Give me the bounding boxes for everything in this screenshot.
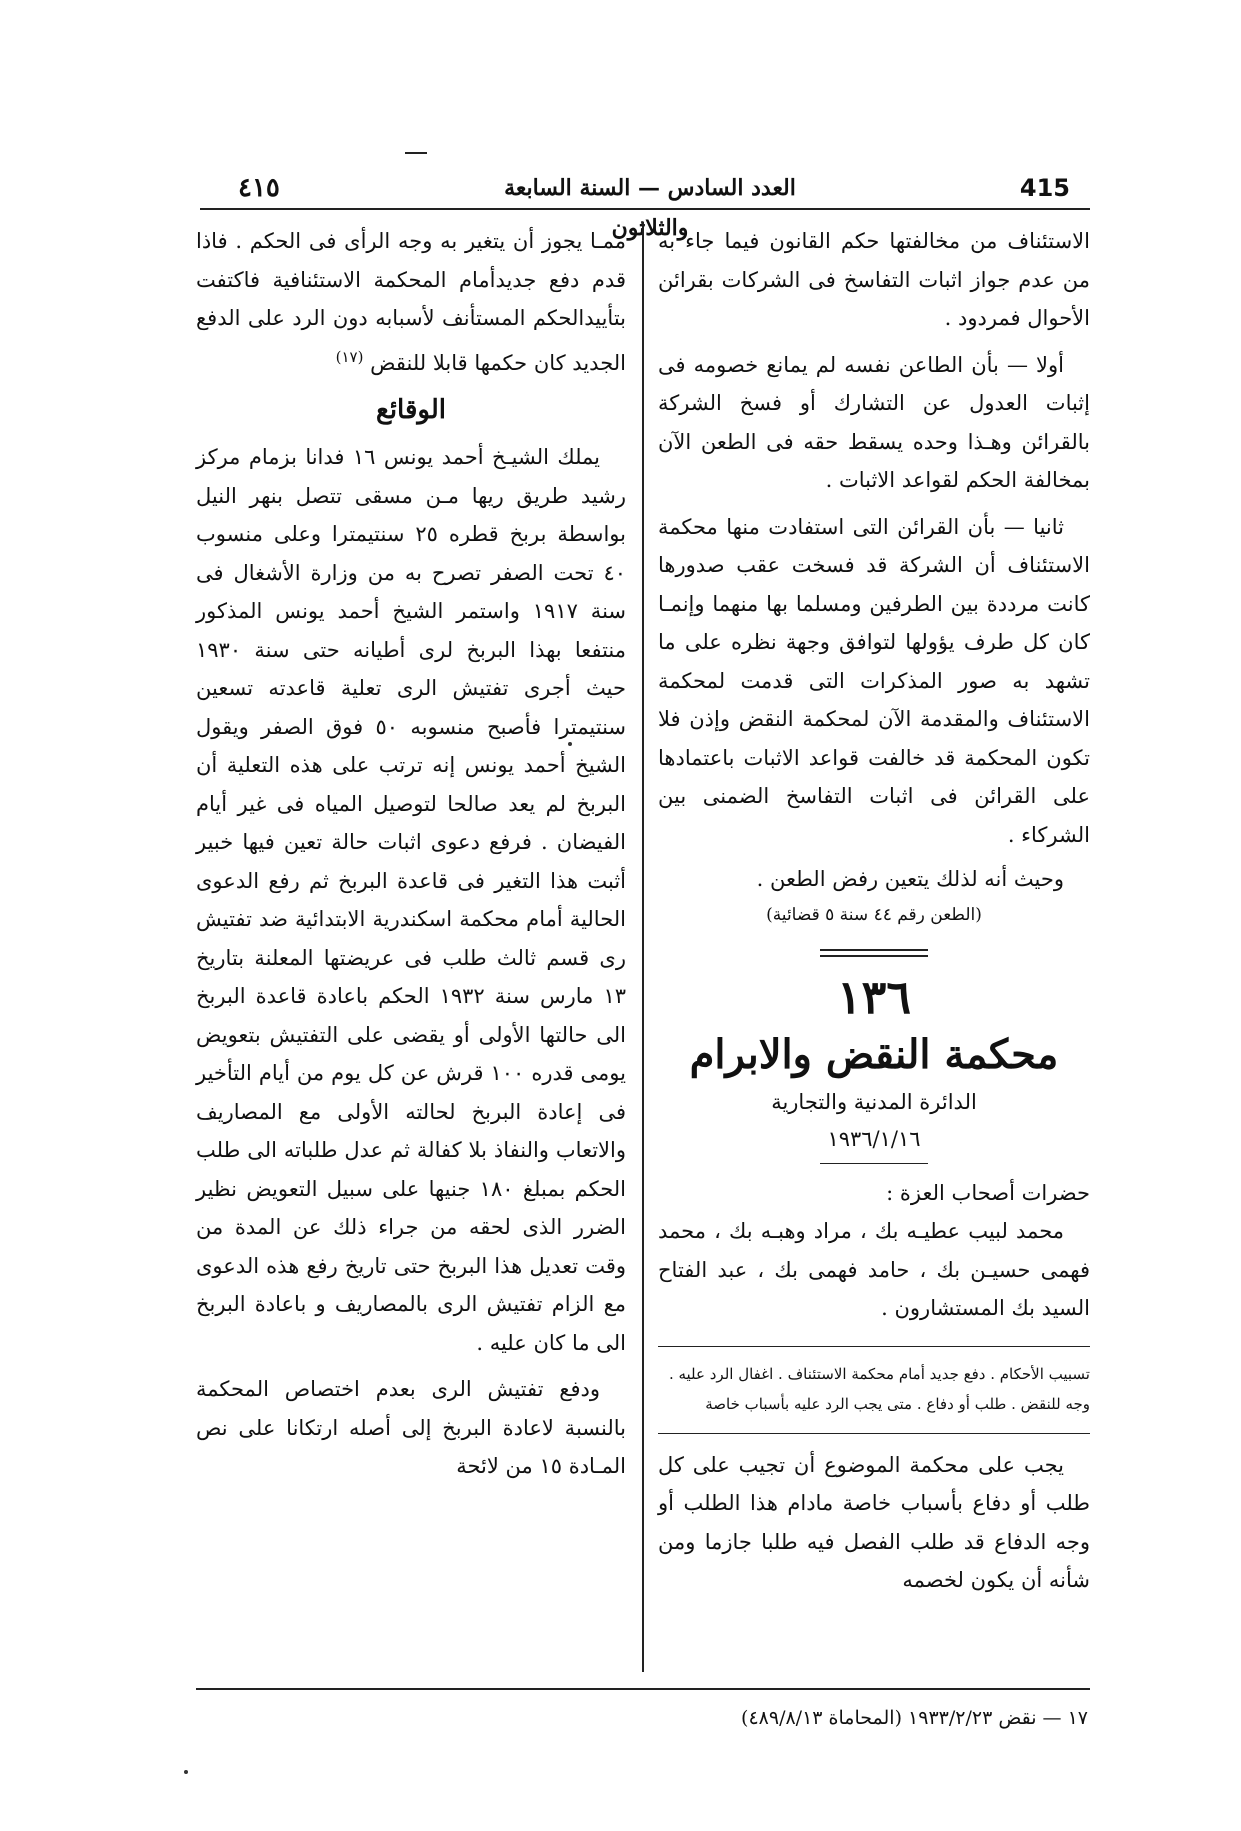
paragraph: أولا — بأن الطاعن نفسه لم يمانع خصومه فى إثبات العدول عن التشارك أو فسخ الشركة بالقرائن وهـذا وحده يسقط حقه فى الطعن الآن بمخالفة الحكم لقواعد الاثبات .	[658, 352, 1090, 492]
section-title: الوقائع	[375, 395, 446, 425]
header-tick-mark	[405, 152, 427, 154]
court-name: محكمة النقض والابرام	[689, 1030, 1059, 1078]
case-number: ١٣٦	[836, 969, 912, 1024]
footnote: ١٧ — نقض ١٩٣٣/٢/٢٣ (المحاماة ٤٨٩/٨/١٣)	[741, 1707, 1088, 1729]
facts-paragraph: يملك الشيـخ أحمد يونس ١٦ فدانا بزمام مركز رشيد طريق ريها مـن مسقى تتصل بنهر النيل بواسطة بربخ قطره ٢٥ سنتيمترا وعلى منسوب ٤٠ تحت الصفر تصرح به من وزارة الأشغال فى سنة ١٩١٧ واستمر الشيخ أحمد يونس المذكور منتفعا بهذا البربخ لرى أطيانه حتى سنة ١٩٣٠ حيث أجرى تفتيش الرى تعلية قاعدته تسعين سنتيمترا فأصبح منسوبه ٥٠ فوق الصفر ويقول الشيخ أحمد يونس إنه ترتب على هذه التعلية أن البربخ لم يعد صالحا لتوصيل المياه فى غير أيام الفيضان . فرفع دعوى اثبات حالة تعين فيها خبير أثبت هذا التغير فى قاعدة البربخ ثم رفع الدعوى الحالية أمام محكمة اسكندرية الابتدائية ضد تفتيش رى قسم ثالث طلب فى عريضتها المعلنة بتاريخ ١٣ مارس سنة ١٩٣٢ الحكم باعادة قاعدة البربخ الى حالتها الأولى أو يقضى على التفتيش بتعويض يومى قدره ١٠٠ قرش عن كل يوم من أيام التأخير فى إعادة البربخ لحالته الأولى مع المصاريف والاتعاب والنفاذ بلا كفالة ثم عدل طلباته الى طلب الحكم بمبلغ ١٨٠ جنيها على سبيل التعويض نظير الضرر الذى لحقه من جراء ذلك عن المدة من وقت تعديل هذا البربخ حتى تاريخ رفع هذه الدعوى مع الزام تفتيش الرى بالمصاريف و باعادة البربخ الى ما كان عليه .	[196, 445, 627, 1355]
column-divider	[642, 222, 644, 1672]
section-separator	[820, 949, 928, 957]
right-column	[658, 222, 1090, 1600]
paragraph: ثانيا — بأن القرائن التى استفادت منها محكمة الاستئناف أن الشركة قد فسخت عقب صدورها كانت مرددة بين الطرفين ومسلما بها منهما وإنمـا كان كل طرف يؤولها لتوافق وجهة نظره على ما تشهد به صور المذكرات التى قدمت لمحكمة الاستئناف والمقدمة الآن لمحكمة النقض وإذن فلا تكون المحكمة قد خالفت قواعد الاثبات باعتمادها على القرائن فى اثبات التفاسخ الضمنى بين الشركاء .	[658, 514, 1090, 847]
date-underline	[820, 1163, 928, 1164]
paragraph-text: ممـا يجوز أن يتغير به وجه الرأى فى الحكم . فاذا قدم دفع جديدأمام المحكمة الاستئنافية فاكتفت بتأييدالحكم المستأنف لأسبابه دون الرد على الدفع الجديد كان حكمها قابلا للنقض	[196, 229, 626, 375]
footnote-reference: (١٧)	[335, 347, 364, 366]
paragraph: وحيث أنه لذلك يتعين رفض الطعن .	[756, 867, 1064, 891]
judges-heading: حضرات أصحاب العزة :	[886, 1180, 1090, 1205]
judges-list: محمد لبيب عطيـه بك ، مراد وهبـه بك ، محمد فهمى حسيـن بك ، حامد فهمى بك ، عبد الفتاح السيد بك المستشارون .	[658, 1219, 1090, 1320]
court-circuit: الدائرة المدنية والتجارية	[771, 1089, 977, 1114]
paragraph: الاستئناف من مخالفتها حكم القانون فيما جاء به من عدم جواز اثبات التفاسخ فى الشركات بقرائن الأحوال فمردود .	[658, 229, 1090, 330]
summary-rule	[658, 1433, 1090, 1434]
scan-speck	[184, 1770, 188, 1774]
judgment-date: ١٩٣٦/١/١٦	[827, 1126, 921, 1151]
paragraph	[196, 222, 626, 382]
left-column	[196, 222, 626, 1486]
summary-rule	[658, 1346, 1090, 1347]
appeal-citation: (الطعن رقم ٤٤ سنة ٥ قضائية)	[766, 904, 982, 925]
page-number-latin: 415	[1019, 174, 1070, 202]
running-header-title: العدد السادس — السنة السابعة والثلاثون	[504, 175, 796, 241]
holding-paragraph: يجب على محكمة الموضوع أن تجيب على كل طلب أو دفاع بأسباب خاصة مادام هذا الطلب أو وجه الدفاع قد طلب الفصل فيه طلبا جازما ومن شأنه أن يكون لخصمه	[658, 1452, 1090, 1592]
summary-line: تسبيب الأحكام . دفع جديد أمام محكمة الاستئناف . اغفال الرد عليه .	[668, 1364, 1090, 1383]
header-rule	[200, 208, 1090, 210]
page-number-arabic: ٤١٥	[238, 173, 280, 203]
scan-speck	[568, 742, 572, 746]
facts-paragraph: ودفع تفتيش الرى بعدم اختصاص المحكمة بالنسبة لاعادة البربخ إلى أصله ارتكانا على نص المـادة ١٥ من لائحة	[196, 1377, 626, 1478]
summary-line: وجه للنقض . طلب أو دفاع . متى يجب الرد عليه بأسباب خاصة	[705, 1394, 1090, 1413]
footnote-rule	[196, 1688, 1090, 1690]
